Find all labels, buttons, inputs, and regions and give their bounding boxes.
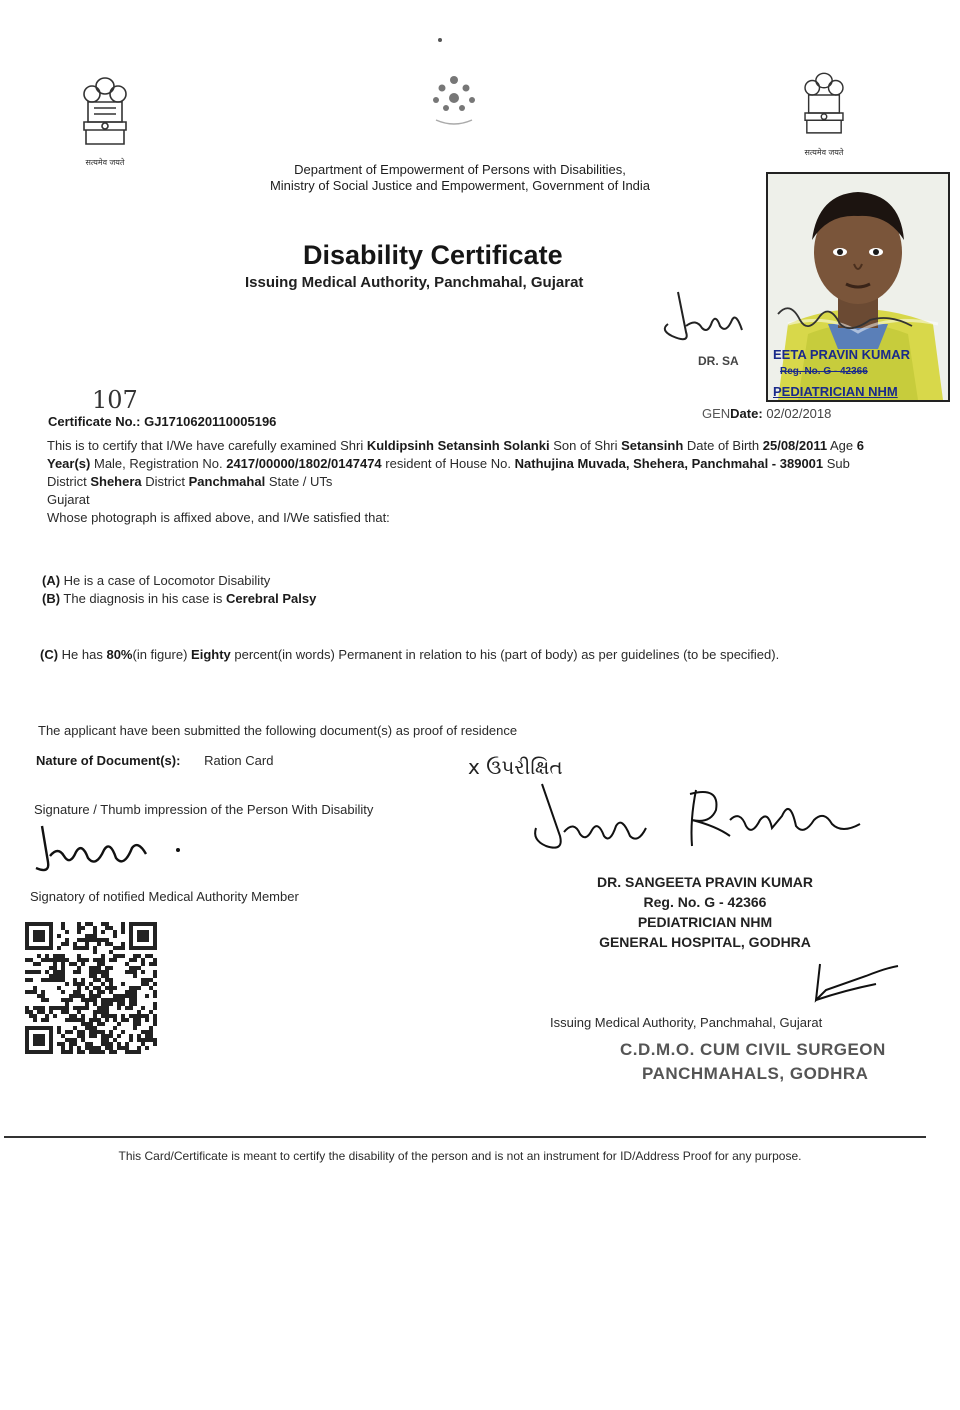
department-line-2: Ministry of Social Justice and Empowerment, Government of India <box>269 178 651 193</box>
point-b-text: The diagnosis in his case is <box>60 591 227 606</box>
text-segment: State / UTs <box>265 474 333 489</box>
emblem-left-caption: सत्यमेव जयते <box>85 158 125 167</box>
photo-stamp-designation: PEDIATRICIAN NHM <box>773 384 898 399</box>
nature-of-document-row <box>36 752 273 770</box>
issuing-authority-signature-icon <box>806 960 906 1010</box>
patient-name: Kuldipsinh Setansinh Solanki <box>366 438 550 453</box>
photo-stamp-reg: Reg. No. G - 42366 <box>780 366 868 377</box>
registration-number: 2417/00000/1802/0147474 <box>226 456 382 471</box>
certificate-subtitle: Issuing Medical Authority, Panchmahal, Gujarat <box>245 274 584 291</box>
national-emblem-left-icon <box>74 72 136 167</box>
district: Panchmahal <box>188 474 266 489</box>
doctor-hospital: GENERAL HOSPITAL, GODHRA <box>599 934 811 950</box>
issuing-authority-label: Issuing Medical Authority, Panchmahal, Gujarat <box>550 1015 823 1030</box>
text-segment: He has <box>58 647 107 662</box>
footer-disclaimer: This Card/Certificate is meant to certify the disability of the person and is not an instrument for ID/Address Proof for any purpose. <box>118 1149 802 1163</box>
point-a-text: He is a case of Locomotor Disability <box>60 573 271 588</box>
date-prefix: GEN <box>702 406 731 421</box>
date-label: Date: <box>730 406 763 421</box>
civil-surgeon-stamp-line1: C.D.M.O. CUM CIVIL SURGEON <box>620 1040 886 1059</box>
national-emblem-right-icon <box>796 66 852 156</box>
emblem-right-caption: सत्यमेव जयते <box>804 148 844 157</box>
age: 6 Year(s) <box>47 438 864 471</box>
sub-district: Shehera <box>90 474 142 489</box>
father-name: Setansinh <box>621 438 684 453</box>
text-segment: resident of House No. <box>381 456 515 471</box>
certificate-number-value: GJ1710620110005196 <box>144 414 277 429</box>
text-segment: Male, Registration No. <box>90 456 227 471</box>
department-logo-icon <box>426 72 482 132</box>
date-of-birth: 25/08/2011 <box>762 438 828 453</box>
documents-statement: The applicant have been submitted the following document(s) as proof of residence <box>38 723 518 738</box>
text-segment: Sub District <box>47 456 850 489</box>
verification-qr-code-icon <box>25 922 157 1058</box>
photo-stamp-name: EETA PRAVIN KUMAR <box>773 347 910 362</box>
footer-divider <box>4 1136 926 1138</box>
disability-percent-words: Eighty <box>191 647 231 662</box>
handwritten-number: 107 <box>92 386 138 414</box>
certificate-date-row <box>702 406 831 421</box>
doctor-signature-icon <box>520 780 890 860</box>
point-c <box>40 646 890 664</box>
point-a-label: (A) <box>42 573 61 588</box>
state: Gujarat <box>47 492 90 507</box>
thumb-impression-label: Signature / Thumb impression of the Person With Disability <box>34 802 374 817</box>
civil-surgeon-stamp-line2: PANCHMAHALS, GODHRA <box>642 1064 869 1083</box>
point-b-label: (B) <box>42 591 61 606</box>
date-value: 02/02/2018 <box>766 406 832 421</box>
scan-speck <box>438 38 442 42</box>
point-a <box>42 572 270 590</box>
text-segment: Date of Birth <box>683 438 763 453</box>
text-segment: Son of Shri <box>549 438 622 453</box>
doctor-name: DR. SANGEETA PRAVIN KUMAR <box>597 874 813 890</box>
text-segment: District <box>141 474 189 489</box>
certification-paragraph <box>47 437 887 527</box>
nature-of-document-label: Nature of Document(s): <box>36 753 181 768</box>
address: Nathujina Muvada, Shehera, Panchmahal - 389001 <box>514 456 824 471</box>
text-segment: This is to certify that I/We have carefully examined Shri <box>47 438 367 453</box>
point-b <box>42 590 316 608</box>
department-line-1: Department of Empowerment of Persons with Disabilities, <box>294 162 626 177</box>
member-signatory-label: Signatory of notified Medical Authority Member <box>30 889 299 904</box>
gujarati-handwritten-note: x ઉપરીક્ષિત <box>468 755 563 779</box>
member-signature-icon <box>28 820 198 880</box>
text-segment: Age <box>827 438 857 453</box>
doctor-stamp <box>560 872 850 952</box>
doctor-signature-photo-icon <box>650 290 940 350</box>
nature-of-document-value: Ration Card <box>204 753 274 768</box>
doctor-designation: PEDIATRICIAN NHM <box>637 914 773 930</box>
certificate-number-label: Certificate No.: <box>48 414 141 429</box>
doctor-reg: Reg. No. G - 42366 <box>643 894 767 910</box>
diagnosis: Cerebral Palsy <box>226 591 317 606</box>
stamp-prefix: DR. SA <box>698 354 739 368</box>
certificate-title: Disability Certificate <box>303 240 563 270</box>
point-c-label: (C) <box>40 647 59 662</box>
text-segment: percent(in words) Permanent in relation to his (part of body) as per guidelines (to be specified). <box>230 647 780 662</box>
photo-affixed-statement: Whose photograph is affixed above, and I/We satisfied that: <box>47 510 390 525</box>
disability-percent: 80% <box>106 647 133 662</box>
text-segment: (in figure) <box>132 647 192 662</box>
certificate-number-row <box>48 414 276 429</box>
